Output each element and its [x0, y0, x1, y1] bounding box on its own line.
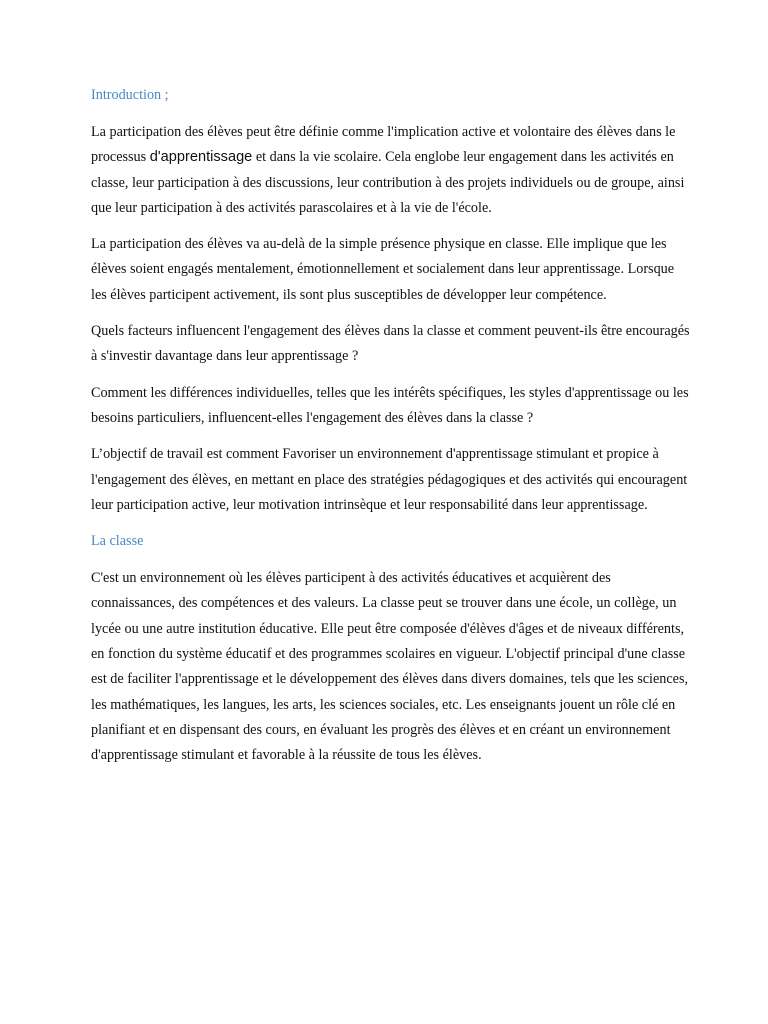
document-page	[91, 83, 691, 780]
paragraph-participation-beyond-presence: La participation des élèves va au-delà de la simple présence physique en classe. Elle implique que les élèves soient engagés mentalement, émotionnellement et socialement dans leur apprentissage. Lorsque les élèves participent activement, ils sont plus susceptibles de développer leur compétence.	[91, 236, 675, 303]
emphasized-word: d'apprentissage	[149, 149, 253, 166]
paragraph-text: et dans la vie scolaire. Cela englobe leur engagement dans les activités en classe, leur participation à des discussions, leur contribution à des projets individuels ou de groupe, ainsi que leur participation à des activités parascolaires et à la vie de l'école.	[91, 149, 685, 216]
paragraph-participation-definition	[91, 120, 691, 221]
heading-introduction: Introduction ;	[91, 87, 169, 103]
heading-la-classe: La classe	[91, 533, 144, 550]
paragraph-question-differences: Comment les différences individuelles, telles que les intérêts spécifiques, les styles d'apprentissage ou les besoins particuliers, influencent-elles l'engagement des élèves dans la classe ?	[91, 384, 689, 426]
paragraph-text: La participation des élèves peut être définie comme l'implication active et volontaire des élèves dans le processus	[91, 124, 676, 166]
paragraph-question-factors: Quels facteurs influencent l'engagement des élèves dans la classe et comment peuvent-ils être encouragés à s'investir davantage dans leur apprentissage ?	[91, 323, 690, 365]
paragraph-classe-definition: C'est un environnement où les élèves participent à des activités éducatives et acquièrent des connaissances, des compétences et des valeurs. La classe peut se trouver dans une école, un collège, un lycée ou une autre institution éducative. Elle peut être composée d'élèves d'âges et de niveaux différents, en fonction du système éducatif et des programmes scolaires en vigueur. L'objectif principal d'une classe est de faciliter l'apprentissage et le développement des élèves dans divers domaines, tels que les sciences, les mathématiques, les langues, les arts, les sciences sociales, etc. Les enseignants jouent un rôle clé en planifiant et en dispensant des cours, en évaluant les progrès des élèves et en créant un environnement d'apprentissage stimulant et favorable à la réussite de tous les élèves.	[91, 570, 689, 764]
paragraph-objective: L’objectif de travail est comment Favoriser un environnement d'apprentissage stimulant et propice à l'engagement des élèves, en mettant en place des stratégies pédagogiques et des activités qui encouragent leur participation active, leur motivation intrinsèque et leur responsabilité dans leur apprentissage.	[91, 446, 688, 513]
